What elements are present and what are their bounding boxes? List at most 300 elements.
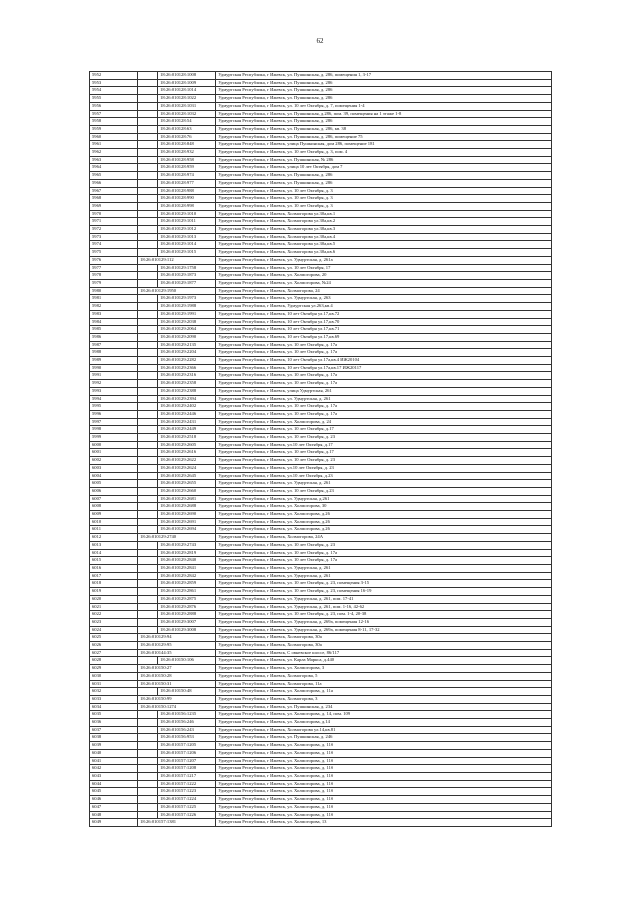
- table-row: [90, 796, 552, 804]
- row-number-cell: 6013: [90, 541, 138, 549]
- cadastral-number-cell: [138, 125, 158, 133]
- table-row: [90, 310, 552, 318]
- cadastral-number-cell: 18:26:010129:1877: [158, 279, 216, 287]
- row-number-cell: 5972: [90, 226, 138, 234]
- address-cell: Удмуртская Республика, г Ижевск, ул. 10 лет Октября, д. 23: [216, 541, 552, 549]
- table-row: [90, 595, 552, 603]
- table-row: [90, 241, 552, 249]
- cadastral-number-cell: [138, 318, 158, 326]
- row-number-cell: 6011: [90, 526, 138, 534]
- cadastral-number-cell: 18:26:010157:1206: [158, 749, 216, 757]
- table-row: [90, 210, 552, 218]
- table-row: [90, 534, 552, 542]
- address-cell: Удмуртская Республика, г Ижевск, ул. 10 лет Октября, д. 23: [216, 457, 552, 465]
- row-number-cell: 6001: [90, 449, 138, 457]
- address-cell: Удмуртская Республика, г Ижевск, ул. Удмуртская, д. 269а, помещения 12-16: [216, 618, 552, 626]
- row-number-cell: 6004: [90, 472, 138, 480]
- cadastral-number-cell: 18:26:010129:2691: [158, 518, 216, 526]
- cadastral-number-cell: [138, 403, 158, 411]
- row-number-cell: 6017: [90, 572, 138, 580]
- row-number-cell: 6041: [90, 757, 138, 765]
- address-cell: Удмуртская Республика, г Ижевск, ул. Холмогорова, д. 24: [216, 418, 552, 426]
- cadastral-number-cell: [138, 464, 158, 472]
- table-row: [90, 611, 552, 619]
- row-number-cell: 5994: [90, 395, 138, 403]
- address-cell: Удмуртская Республика, г Ижевск, ул. Пушкинская, д. 246: [216, 734, 552, 742]
- cadastral-number-cell: 18:26:010129:2840: [158, 557, 216, 565]
- row-number-cell: 6020: [90, 595, 138, 603]
- table-row: [90, 819, 552, 827]
- address-cell: Удмуртская Республика, г Ижевск, ул. Карла Маркса, д.440: [216, 657, 552, 665]
- row-number-cell: 6027: [90, 649, 138, 657]
- cadastral-number-cell: 18:26:010129:2135: [158, 341, 216, 349]
- cadastral-number-cell: [138, 788, 158, 796]
- row-number-cell: 6016: [90, 565, 138, 573]
- cadastral-number-cell: 18:26:010156:246: [158, 719, 216, 727]
- row-number-cell: 5983: [90, 310, 138, 318]
- address-cell: Удмуртская Республика, г Ижевск, ул. 10 лет Октября, 17: [216, 264, 552, 272]
- cadastral-number-cell: 18:26:010128:932: [158, 149, 216, 157]
- table-row: [90, 541, 552, 549]
- address-cell: Удмуртская Республика, г Ижевск, ул. 10 лет Октября, д. 3: [216, 195, 552, 203]
- table-row: [90, 125, 552, 133]
- address-cell: Удмуртская Республика, г Ижевск, 10 лет Октября ул.17а,кв.17 ИЖ20117: [216, 364, 552, 372]
- address-cell: Удмуртская Республика, г Ижевск, ул. 10 лет Октября, д. 23: [216, 434, 552, 442]
- cadastral-number-cell: [138, 341, 158, 349]
- cadastral-number-cell: 18:26:010129:2660: [158, 487, 216, 495]
- address-cell: Удмуртская Республика, г Ижевск, ул. Холмогорова, д. 11б: [216, 765, 552, 773]
- address-cell: Удмуртская Республика, г Ижевск, Холмогорова, 24А: [216, 534, 552, 542]
- table-row: [90, 457, 552, 465]
- cadastral-number-cell: 18:26:010129:95: [138, 642, 216, 650]
- cadastral-number-cell: [138, 557, 158, 565]
- cadastral-number-cell: [138, 719, 158, 727]
- cadastral-number-cell: 18:26:010129:2446: [158, 410, 216, 418]
- cadastral-number-cell: [138, 449, 158, 457]
- cadastral-number-cell: 18:26:010129:2358: [158, 380, 216, 388]
- cadastral-number-cell: [138, 249, 158, 257]
- cadastral-number-cell: 18:26:010129:2616: [158, 449, 216, 457]
- row-number-cell: 6024: [90, 626, 138, 634]
- cadastral-number-cell: 18:26:010150:106: [158, 657, 216, 665]
- table-row: [90, 580, 552, 588]
- address-cell: Удмуртская Республика, г Ижевск, ул. 10 лет Октября, д. 17а: [216, 349, 552, 357]
- address-cell: Удмуртская Республика, г Ижевск, ул. 10 лет Октября, д. 23, пом. 1-4, 20-38: [216, 611, 552, 619]
- address-cell: Удмуртская Республика, г Ижевск, Холмогорова ул.30а,кв.1: [216, 210, 552, 218]
- table-row: [90, 79, 552, 87]
- row-number-cell: 5990: [90, 364, 138, 372]
- table-row: [90, 649, 552, 657]
- address-cell: Удмуртская Республика, г Ижевск, ул. Холмогорова, д.26: [216, 518, 552, 526]
- cadastral-number-cell: [138, 742, 158, 750]
- row-number-cell: 6037: [90, 726, 138, 734]
- cadastral-number-cell: 18:26:010144:35: [138, 649, 216, 657]
- cadastral-number-cell: [138, 410, 158, 418]
- cadastral-number-cell: 18:26:010129:2875: [158, 595, 216, 603]
- address-cell: Удмуртская Республика, г Ижевск, ул. Удмуртская, д. 261: [216, 565, 552, 573]
- row-number-cell: 5956: [90, 102, 138, 110]
- row-number-cell: 6003: [90, 464, 138, 472]
- cadastral-number-cell: 18:26:010129:2690: [158, 511, 216, 519]
- cadastral-number-cell: 18:26:010129:1758: [158, 264, 216, 272]
- table-row: [90, 179, 552, 187]
- cadastral-number-cell: 18:26:010150:27: [138, 665, 216, 673]
- row-number-cell: 5979: [90, 279, 138, 287]
- address-cell: Удмуртская Республика, г Ижевск, ул. 10 лет Октября, д. 17а: [216, 549, 552, 557]
- row-number-cell: 5973: [90, 233, 138, 241]
- row-number-cell: 5959: [90, 125, 138, 133]
- registry-table: [89, 71, 552, 827]
- table-row: [90, 256, 552, 264]
- address-cell: Удмуртская Республика, г Ижевск, ул. 10 лет Октября, д. 17а: [216, 410, 552, 418]
- cadastral-number-cell: 18:26:010129:3008: [158, 626, 216, 634]
- cadastral-number-cell: 18:26:010129:2388: [158, 387, 216, 395]
- address-cell: Удмуртская Республика, г Ижевск, ул. Холмогорова, 13: [216, 819, 552, 827]
- cadastral-number-cell: 18:26:010129:2841: [158, 565, 216, 573]
- table-row: [90, 672, 552, 680]
- row-number-cell: 6036: [90, 719, 138, 727]
- table-row: [90, 149, 552, 157]
- row-number-cell: 5977: [90, 264, 138, 272]
- address-cell: Удмуртская Республика, г Ижевск, ул. Холмогорова, д. 11а: [216, 688, 552, 696]
- address-cell: Удмуртская Республика, г Ижевск, ул. Удмуртская, д. 269а, помещения 8-11, 17-32: [216, 626, 552, 634]
- address-cell: Удмуртская Республика, г Ижевск, улица Удмуртская, 261: [216, 387, 552, 395]
- address-cell: Удмуртская Республика, г Ижевск, ул. 10 лет Октября, д. 3: [216, 202, 552, 210]
- cadastral-number-cell: 18:26:010156:953: [158, 734, 216, 742]
- row-number-cell: 5965: [90, 172, 138, 180]
- address-cell: Удмуртская Республика, г Ижевск, ул. Пушкинская, д. 234: [216, 703, 552, 711]
- table-row: [90, 418, 552, 426]
- cadastral-number-cell: 18:26:010129:2859: [158, 580, 216, 588]
- row-number-cell: 5963: [90, 156, 138, 164]
- cadastral-number-cell: [138, 310, 158, 318]
- address-cell: Удмуртская Республика, г Ижевск, 10 лет Октября ул.17а,кв.4 ИЖ20104: [216, 357, 552, 365]
- row-number-cell: 5988: [90, 349, 138, 357]
- address-cell: Удмуртская Республика, г Ижевск, ул. Холмогорова, д. 11б: [216, 811, 552, 819]
- table-row: [90, 695, 552, 703]
- cadastral-number-cell: 18:26:010129:2090: [158, 333, 216, 341]
- cadastral-number-cell: 18:26:010129:2605: [158, 441, 216, 449]
- cadastral-number-cell: [138, 772, 158, 780]
- cadastral-number-cell: [138, 72, 158, 80]
- cadastral-number-cell: 18:26:010129:2038: [158, 318, 216, 326]
- cadastral-number-cell: 18:26:010129:2624: [158, 464, 216, 472]
- table-row: [90, 626, 552, 634]
- row-number-cell: 6026: [90, 642, 138, 650]
- table-row: [90, 688, 552, 696]
- cadastral-number-cell: [138, 796, 158, 804]
- row-number-cell: 5986: [90, 333, 138, 341]
- row-number-cell: 6046: [90, 796, 138, 804]
- address-cell: Удмуртская Республика, г Ижевск, 10 лет Октября ул.17,кв.70: [216, 318, 552, 326]
- table-row: [90, 726, 552, 734]
- cadastral-number-cell: [138, 688, 158, 696]
- table-row: [90, 788, 552, 796]
- row-number-cell: 6043: [90, 772, 138, 780]
- cadastral-number-cell: [138, 780, 158, 788]
- address-cell: Удмуртская Республика, г Ижевск, улица Пушкинская, дом 286, помещение 181: [216, 141, 552, 149]
- address-cell: Удмуртская Республика, г Ижевск, ул. 10 лет Октября, д.17: [216, 426, 552, 434]
- address-cell: Удмуртская Республика, г Ижевск, ул. Пушкинская, д.286, пом. 39, помещения на 1 этаже 1-8: [216, 110, 552, 118]
- row-number-cell: 6010: [90, 518, 138, 526]
- address-cell: Удмуртская Республика, г Ижевск, ул. Пушкинская, д. 286: [216, 179, 552, 187]
- row-number-cell: 5967: [90, 187, 138, 195]
- table-row: [90, 380, 552, 388]
- table-row: [90, 279, 552, 287]
- table-row: [90, 233, 552, 241]
- address-cell: Удмуртская Республика, г Ижевск, ул. Пушкинская, д. 286: [216, 79, 552, 87]
- address-cell: Удмуртская Республика, г Ижевск, ул. Пушкинская, д. 286: [216, 172, 552, 180]
- cadastral-number-cell: [138, 202, 158, 210]
- address-cell: Удмуртская Республика, г Ижевск, ул. Пушкинская, д. 286, помещения 1, 3-17: [216, 72, 552, 80]
- table-row: [90, 387, 552, 395]
- row-number-cell: 5984: [90, 318, 138, 326]
- row-number-cell: 5974: [90, 241, 138, 249]
- row-number-cell: 5975: [90, 249, 138, 257]
- row-number-cell: 6022: [90, 611, 138, 619]
- table-row: [90, 364, 552, 372]
- table-row: [90, 511, 552, 519]
- address-cell: Удмуртская Республика, г Ижевск, ул. Пушкинская, д. 286, кв. 38: [216, 125, 552, 133]
- table-row: [90, 657, 552, 665]
- cadastral-number-cell: 18:26:010129:2740: [138, 534, 216, 542]
- cadastral-number-cell: 18:26:010128:958: [158, 156, 216, 164]
- table-row: [90, 487, 552, 495]
- cadastral-number-cell: [138, 611, 158, 619]
- cadastral-number-cell: [138, 195, 158, 203]
- cadastral-number-cell: [138, 503, 158, 511]
- cadastral-number-cell: [138, 110, 158, 118]
- row-number-cell: 5991: [90, 372, 138, 380]
- table-row: [90, 449, 552, 457]
- cadastral-number-cell: [138, 749, 158, 757]
- cadastral-number-cell: [138, 511, 158, 519]
- address-cell: Удмуртская Республика, г Ижевск, ул. Холмогорова, д. 11б: [216, 780, 552, 788]
- row-number-cell: 6039: [90, 742, 138, 750]
- row-number-cell: 5987: [90, 341, 138, 349]
- table-row: [90, 187, 552, 195]
- cadastral-number-cell: 18:26:010157:1217: [158, 772, 216, 780]
- address-cell: Удмуртская Республика, г Ижевск, ул. Холмогорова, д. 11б: [216, 749, 552, 757]
- address-cell: Удмуртская Республика, г Ижевск, ул. Холмогорова, д. 11б: [216, 803, 552, 811]
- row-number-cell: 6033: [90, 695, 138, 703]
- cadastral-number-cell: [138, 395, 158, 403]
- cadastral-number-cell: 18:26:010129:2819: [158, 549, 216, 557]
- cadastral-number-cell: [138, 657, 158, 665]
- address-cell: Удмуртская Республика, г Ижевск, ул. Холмогорова, д. 14, пом. 109: [216, 711, 552, 719]
- cadastral-number-cell: 18:26:010157:1226: [158, 811, 216, 819]
- cadastral-number-cell: [138, 549, 158, 557]
- cadastral-number-cell: 18:26:010157:1208: [158, 765, 216, 773]
- cadastral-number-cell: [138, 149, 158, 157]
- row-number-cell: 5953: [90, 79, 138, 87]
- cadastral-number-cell: 18:26:010157:1205: [158, 742, 216, 750]
- row-number-cell: 6045: [90, 788, 138, 796]
- cadastral-number-cell: 18:26:010129:1973: [158, 295, 216, 303]
- cadastral-number-cell: [138, 441, 158, 449]
- table-row: [90, 634, 552, 642]
- row-number-cell: 6009: [90, 511, 138, 519]
- address-cell: Удмуртская Республика, г Ижевск, ул. Пушкинская, д. 286, помещение 75: [216, 133, 552, 141]
- cadastral-number-cell: 18:26:010129:2876: [158, 603, 216, 611]
- row-number-cell: 5982: [90, 303, 138, 311]
- cadastral-number-cell: [138, 333, 158, 341]
- address-cell: Удмуртская Республика, г Ижевск, Удмуртская ул.263,кв.4: [216, 303, 552, 311]
- cadastral-number-cell: 18:26:010157:1381: [138, 819, 216, 827]
- address-cell: Удмуртская Республика, г Ижевск, ул. Удмуртская, д. 261: [216, 395, 552, 403]
- address-cell: Удмуртская Республика, г Ижевск, Холмогорова, 11а: [216, 680, 552, 688]
- address-cell: Удмуртская Республика, г Ижевск, ул. Удмуртская, д. 261, пом. 1-16, 42-62: [216, 603, 552, 611]
- cadastral-number-cell: 18:26:010129:1015: [158, 249, 216, 257]
- cadastral-number-cell: 18:26:010157:1222: [158, 780, 216, 788]
- row-number-cell: 5970: [90, 210, 138, 218]
- address-cell: Удмуртская Республика, г Ижевск, ул.10 лет Октября, д.17: [216, 441, 552, 449]
- cadastral-number-cell: [138, 133, 158, 141]
- cadastral-number-cell: [138, 218, 158, 226]
- cadastral-number-cell: 18:26:010157:1225: [158, 803, 216, 811]
- cadastral-number-cell: [138, 279, 158, 287]
- table-row: [90, 480, 552, 488]
- row-number-cell: 6000: [90, 441, 138, 449]
- cadastral-number-cell: [138, 164, 158, 172]
- table-row: [90, 87, 552, 95]
- table-row: [90, 403, 552, 411]
- row-number-cell: 6008: [90, 503, 138, 511]
- cadastral-number-cell: 18:26:010157:1207: [158, 757, 216, 765]
- cadastral-number-cell: [138, 765, 158, 773]
- row-number-cell: 6025: [90, 634, 138, 642]
- cadastral-number-cell: 18:26:010129:2204: [158, 349, 216, 357]
- row-number-cell: 6031: [90, 680, 138, 688]
- cadastral-number-cell: 18:26:010128:1022: [158, 95, 216, 103]
- cadastral-number-cell: [138, 187, 158, 195]
- table-row: [90, 757, 552, 765]
- cadastral-number-cell: [138, 541, 158, 549]
- table-row: [90, 95, 552, 103]
- row-number-cell: 5964: [90, 164, 138, 172]
- cadastral-number-cell: [138, 387, 158, 395]
- cadastral-number-cell: [138, 380, 158, 388]
- table-row: [90, 642, 552, 650]
- address-cell: Удмуртская Республика, г Ижевск, Холмогорова, 30а: [216, 634, 552, 642]
- address-cell: Удмуртская Республика, г Ижевск, ул. Холмогорова, д. 11б: [216, 788, 552, 796]
- cadastral-number-cell: [138, 572, 158, 580]
- row-number-cell: 5978: [90, 272, 138, 280]
- address-cell: Удмуртская Республика, г Ижевск, Холмогорова ул.30а,кв.4: [216, 233, 552, 241]
- cadastral-number-cell: [138, 210, 158, 218]
- table-row: [90, 703, 552, 711]
- cadastral-number-cell: 18:26:010129:2449: [158, 426, 216, 434]
- cadastral-number-cell: [138, 418, 158, 426]
- cadastral-number-cell: [138, 518, 158, 526]
- cadastral-number-cell: 18:26:010129:112: [138, 256, 216, 264]
- cadastral-number-cell: [138, 303, 158, 311]
- cadastral-number-cell: 18:26:010129:2681: [158, 495, 216, 503]
- cadastral-number-cell: [138, 233, 158, 241]
- row-number-cell: 5995: [90, 403, 138, 411]
- row-number-cell: 5955: [90, 95, 138, 103]
- cadastral-number-cell: [138, 79, 158, 87]
- address-cell: Удмуртская Республика, г Ижевск, ул. 10 лет Октября, д. 3, пом. 4: [216, 149, 552, 157]
- page-number: 62: [316, 37, 324, 45]
- table-row: [90, 118, 552, 126]
- table-row: [90, 665, 552, 673]
- row-number-cell: 6005: [90, 480, 138, 488]
- table-row: [90, 426, 552, 434]
- row-number-cell: 6019: [90, 588, 138, 596]
- row-number-cell: 5981: [90, 295, 138, 303]
- cadastral-number-cell: 18:26:010157:1223: [158, 788, 216, 796]
- table-row: [90, 218, 552, 226]
- address-cell: Удмуртская Республика, г Ижевск, ул. Холмогорова, 30: [216, 503, 552, 511]
- cadastral-number-cell: 18:26:010128:54: [158, 118, 216, 126]
- address-cell: Удмуртская Республика, г Ижевск, ул. Удмуртская, д. 261: [216, 480, 552, 488]
- table-row: [90, 742, 552, 750]
- cadastral-number-cell: 18:26:010129:1950: [138, 287, 216, 295]
- row-number-cell: 6012: [90, 534, 138, 542]
- address-cell: Удмуртская Республика, г Ижевск, Холмогорова ул.14,кв.81: [216, 726, 552, 734]
- table-row: [90, 72, 552, 80]
- cadastral-number-cell: [138, 588, 158, 596]
- cadastral-number-cell: 18:26:010129:1013: [158, 233, 216, 241]
- table-row: [90, 318, 552, 326]
- table-row: [90, 333, 552, 341]
- cadastral-number-cell: 18:26:010128:974: [158, 172, 216, 180]
- cadastral-number-cell: [138, 565, 158, 573]
- row-number-cell: 6049: [90, 819, 138, 827]
- cadastral-number-cell: [138, 495, 158, 503]
- table-row: [90, 349, 552, 357]
- address-cell: Удмуртская Республика, г Ижевск, ул. 10 лет Октября, д. 23, помещения 16-19: [216, 588, 552, 596]
- cadastral-number-cell: [138, 326, 158, 334]
- cadastral-number-cell: 18:26:010129:2518: [158, 434, 216, 442]
- row-number-cell: 6014: [90, 549, 138, 557]
- table-row: [90, 172, 552, 180]
- address-cell: Удмуртская Республика, г Ижевск, ул. 10 лет Октября, д. 17а: [216, 341, 552, 349]
- cadastral-number-cell: 18:26:010129:2842: [158, 572, 216, 580]
- table-row: [90, 803, 552, 811]
- cadastral-number-cell: [138, 526, 158, 534]
- address-cell: Удмуртская Республика, г Ижевск, ул. 10 лет Октября, д. 7, помещения 1-4: [216, 102, 552, 110]
- cadastral-number-cell: 18:26:010129:2366: [158, 364, 216, 372]
- row-number-cell: 5980: [90, 287, 138, 295]
- table-row: [90, 326, 552, 334]
- table-row: [90, 503, 552, 511]
- address-cell: Удмуртская Республика, г Ижевск, Холмогорова, 5: [216, 672, 552, 680]
- cadastral-number-cell: 18:26:010129:1991: [158, 310, 216, 318]
- cadastral-number-cell: [138, 595, 158, 603]
- address-cell: Удмуртская Республика, г Ижевск, С овневское шоссе, 86/117: [216, 649, 552, 657]
- cadastral-number-cell: [138, 487, 158, 495]
- cadastral-number-cell: [138, 364, 158, 372]
- cadastral-number-cell: 18:26:010156:243: [158, 726, 216, 734]
- table-row: [90, 719, 552, 727]
- cadastral-number-cell: 18:26:010129:1010: [158, 210, 216, 218]
- table-row: [90, 565, 552, 573]
- cadastral-number-cell: [138, 241, 158, 249]
- cadastral-number-cell: [138, 141, 158, 149]
- row-number-cell: 5960: [90, 133, 138, 141]
- cadastral-number-cell: 18:26:010129:1012: [158, 226, 216, 234]
- cadastral-number-cell: 18:26:010128:63: [158, 125, 216, 133]
- row-number-cell: 5996: [90, 410, 138, 418]
- cadastral-number-cell: 18:26:010157:1224: [158, 796, 216, 804]
- row-number-cell: 6044: [90, 780, 138, 788]
- row-number-cell: 5968: [90, 195, 138, 203]
- row-number-cell: 6032: [90, 688, 138, 696]
- row-number-cell: 6042: [90, 765, 138, 773]
- cadastral-number-cell: [138, 349, 158, 357]
